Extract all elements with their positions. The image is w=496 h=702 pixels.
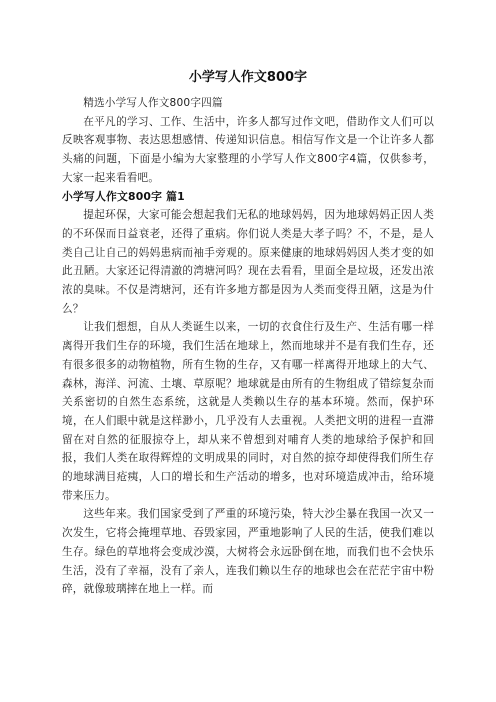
body-paragraph-3: 这些年来。我们国家受到了严重的环境污染，特大沙尘暴在我国一次又一次发生，它将会掩埋草地、吞毁家园，严重地影响了人民的生活，使我们难以生存。绿色的草地将会变成沙漠，大树将会永远卧倒在地，而我们也不会快乐生活，没有了幸福，没有了亲人，连我们赖以生存的地球也会在茫茫宇宙中粉碎，就像玻璃摔在地上一样。而 [62,508,434,596]
intro-paragraph: 在平凡的学习、工作、生活中，许多人都写过作文吧，借助作文人们可以反映客观事物、表达思想感情、传递知识信息。相信写作文是一个让许多人都头痛的问题，下面是小编为大家整理的小学写人作文800字4篇，仅供参考，大家一起来看看吧。 [62,115,434,184]
section-heading: 小学写人作文800字 篇1 [62,189,185,203]
body-paragraph-2: 让我们想想，自从人类诞生以来，一切的衣食住行及生产、生活有哪一样离得开我们生存的环境，我们生活在地球上，然而地球并不是有我们生存，还有很多很多的动物植物，所有生物的生存，又有哪一样离得开地球上的大气、森林，海洋、河流、土壤、草原呢？地球就是由所有的生物组成了错综复杂而关系密切的自然生态系统，这就是人类赖以生存的基本环境。然而，保护环境，在人们眼中就是这样渺小，几乎没有人去重视。人类把文明的进程一直滞留在对自然的征服掠夺上，却从来不曾想到对哺育人类的地球给予保护和回报，我们人类在取得辉煌的文明成果的同时，对自然的掠夺却使得我们所生存的地球满目疮痍，人口的增长和生产活动的增多，也对环境造成冲击，给环境带来压力。 [62,321,434,502]
subtitle-line: 精选小学写人作文800字四篇 [83,97,223,109]
document-title: 小学写人作文800字 [188,70,308,85]
document-body [62,94,434,599]
body-paragraph-1: 提起环保，大家可能会想起我们无私的地球妈妈，因为地球妈妈正因人类的不环保而日益衰老，还得了重病。你们说人类是大孝子吗？不，不是，是人类自己让自己的妈妈患病而袖手旁观的。原来健康的地球妈妈因人类才变的如此丑陋。大家还记得清澈的湾塘河吗？现在去看看，里面全是垃圾，还发出浓浓的臭味。不仅是湾塘河，还有许多地方都是因为人类而变得丑陋，这是为什么？ [62,209,434,315]
